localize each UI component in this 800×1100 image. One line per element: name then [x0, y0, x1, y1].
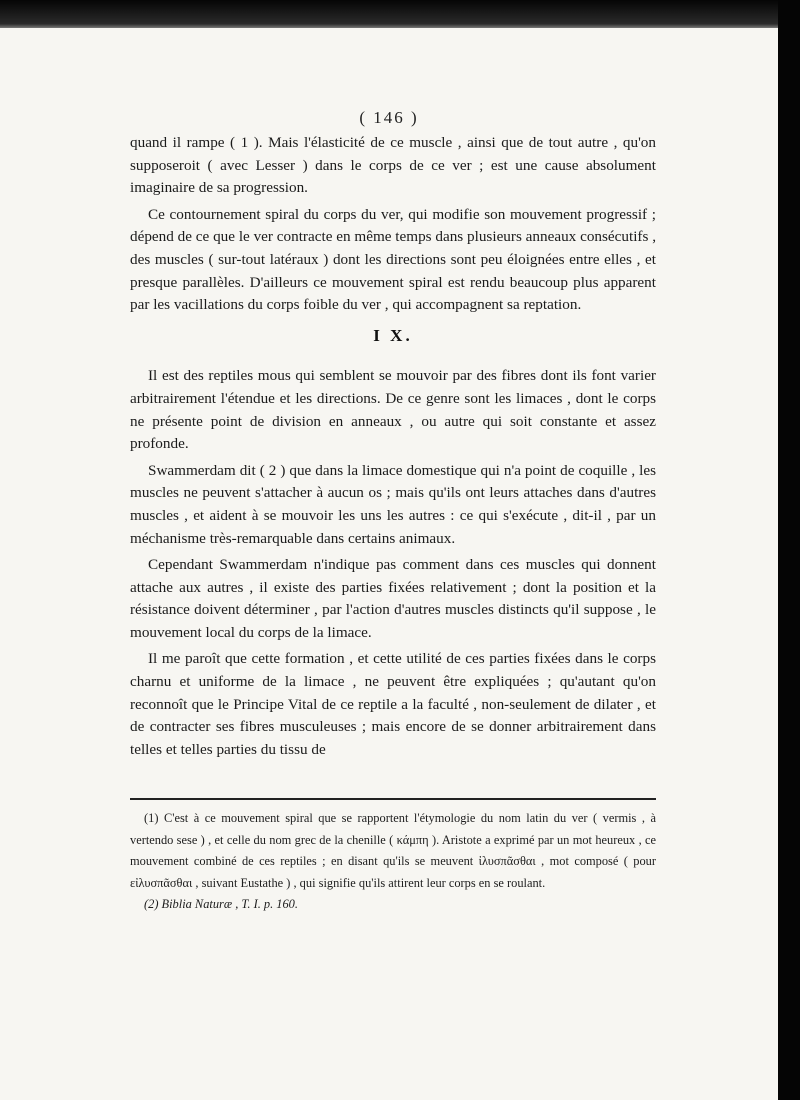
page-number: ( 146 ) — [359, 108, 419, 127]
paragraph-6: Il me paroît que cette formation , et cette utilité de ces parties fixées dans le corps charnu et uniforme de la limace , ne peuvent être expliquées ; qu'autant qu'on reconnoît que le Principe Vital de ce reptile a la faculté , non-seulement de dilater , et de contracter ses fibres musculeuses ; mais encore de se donner arbitrairement dans telles et telles parties du tissu de — [130, 650, 656, 758]
footnote-divider — [130, 798, 656, 800]
paragraph-5: Cependant Swammerdam n'indique pas comment dans ces muscles qui donnent attache aux autres , il existe des parties fixées relativement ; dont la position et la résistance doivent déterminer , par l'action d'autres muscles distincts qu'il suppose , le mouvement local du corps de la limace. — [130, 556, 656, 641]
footnote-2: (2) Biblia Naturæ , T. I. p. 160. — [144, 897, 298, 911]
footnotes — [130, 808, 656, 916]
paragraph-4: Swammerdam dit ( 2 ) que dans la limace domestique qui n'a point de coquille , les muscles ne peuvent s'attacher à aucun os ; mais qu'ils ont leurs attaches dans d'autres muscles , et aident à se mouvoir les uns les autres : ce qui s'exécute , dit-il , par un méchanisme très-remarquable dans certains animaux. — [130, 461, 656, 547]
paragraph-2: Ce contournement spiral du corps du ver, qui modifie son mouvement progressif ; dépend de ce que le ver contracte en même temps dans plusieurs anneaux consécutifs , des muscles ( sur-tout latéraux ) dont les directions sont peu éloignées entre elles , et presque parallèles. D'ailleurs ce mouvement spiral est rendu beaucoup plus apparent par les vacillations du corps foible du ver , qui accompagnent sa reptation. — [130, 205, 656, 314]
paragraph-3: Il est des reptiles mous qui semblent se mouvoir par des fibres dont ils font varier arbitrairement l'étendue et les directions. De ce genre sont les limaces , dont le corps ne présente point de division en anneaux , ou autre qui soit constante et assez profonde. — [130, 367, 656, 453]
section-heading: I X. — [373, 325, 413, 345]
main-text — [130, 132, 656, 765]
paragraph-1: quand il rampe ( 1 ). Mais l'élasticité de ce muscle , ainsi que de tout autre , qu'on supposeroit ( avec Lesser ) dans le corps de ce ver ; est une cause absolument imaginaire de sa progression. — [130, 134, 656, 197]
footnote-1: (1) C'est à ce mouvement spiral que se rapportent l'étymologie du nom latin du ver ( vermis , à vertendo sese ) , et celle du nom grec de la chenille ( κάμπη ). Aristote a exprimé par un mot heureux , ce mouvement combiné de ces reptiles ; en disant qu'ils se meuvent ἰλυσπᾶσθαι , mot composé ( pour εἰλυσπᾶσθαι , suivant Eustathe ) , qui signifie qu'ils attirent leur corps en se roulant. — [130, 811, 656, 890]
book-page — [0, 28, 778, 1100]
scan-right-edge — [778, 0, 800, 1100]
